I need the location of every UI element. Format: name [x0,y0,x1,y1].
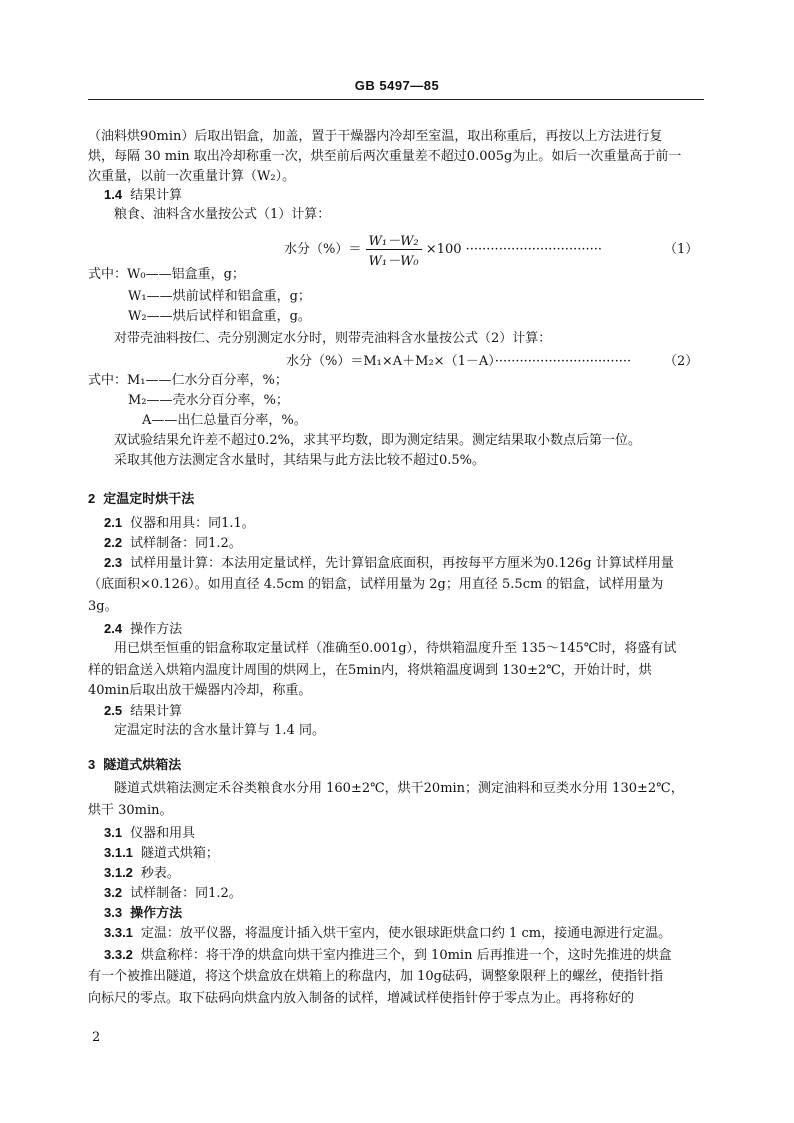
page-header: GB 5497—85 [354,78,440,93]
text-line: 对带壳油料按仁、壳分别测定水分时，则带壳油料含水量按公式（2）计算： [114,331,552,346]
section-2-2: 2.2 试样制备：同1.2。 [104,535,242,551]
section-2-1: 2.1 仪器和用具：同1.1。 [104,515,255,531]
section-3-3-2: 3.3.2 烘盒称样：将干净的烘盒向烘干室内推进三个，到 10min 后再推进一个，这时先推进的烘盒 [104,947,672,963]
text-line: 隧道式烘箱法测定禾谷类粮食水分用 160±2℃，烘干20min；测定油料和豆类水分用 130±2℃， [114,781,684,796]
text-line: 定温定时法的含水量计算与 1.4 同。 [114,723,325,738]
section-1-4-heading: 1.4 结果计算 [104,187,183,203]
text-line: 烘干 30min。 [88,803,173,818]
text-line: M₂——壳水分百分率，%； [128,393,289,408]
text-line: 次重量，以前一次重量计算（W₂）。 [88,169,296,184]
text-line: W₁——烘前试样和铝盒重，g； [128,289,311,304]
section-2-5: 2.5 结果计算 [104,703,183,719]
text-line: 40min后取出放干燥器内冷却，称重。 [88,683,312,698]
text-line: 双试验结果允许差不超过0.2%，求其平均数，即为测定结果。测定结果取小数点后第一位。 [114,433,642,448]
text-line: （油料烘90min）后取出铝盒，加盖，置于干燥器内冷却至室温，取出称重后，再按以上方法进行复 [88,129,663,144]
text-line: A——出仁总量百分率，%。 [142,413,307,428]
page-number: 2 [92,1030,101,1045]
section-3-3-1: 3.3.1 定温：放平仪器，将温度计插入烘干室内，使水银球距烘盒口约 1 cm，接通电源进行定温。 [104,925,672,941]
formula-1: 水分（%）＝ $\frac{\text{W₁－W₂}}{\text{W₁－W₀}}$ ×100 ································· [284,230,602,269]
formula-1-fraction: $\frac{\text{W₁－W₂}}{\text{W₁－W₀}}$ [366,230,422,269]
section-3-1-1: 3.1.1 隧道式烘箱； [104,845,219,861]
formula-2-label: （2） [664,354,699,369]
section-2-3: 2.3 试样用量计算：本法用定量试样，先计算铝盒底面积，再按每平方厘米为0.126g 计算试样用量 [104,555,674,571]
text-line: 向标尺的零点。取下砝码向烘盒内放入制备的试样，增减试样使指针停于零点为止。再将称好的 [88,991,635,1006]
text-line: 样的铝盒送入烘箱内温度计周围的烘网上，在5min内，将烘箱温度调到 130±2℃，开始计时，烘 [88,663,652,678]
section-3-1: 3.1 仪器和用具 [104,825,196,841]
text-line: 用已烘至恒重的铝盒称取定量试样（准确至0.001g），待烘箱温度升至 135～145℃时，将盛有试 [114,641,677,656]
text-line: 3g。 [88,599,118,614]
text-line: （底面积×0.126）。如用直径 4.5cm 的铝盒，试样用量为 2g；用直径 5.5cm 的铝盒，试样用量为 [88,577,664,592]
section-3-heading: 3 隧道式烘箱法 [88,757,182,773]
header-rule [88,99,704,100]
section-3-2: 3.2 试样制备：同1.2。 [104,885,242,901]
text-line: 有一个被推出隧道，将这个烘盒放在烘箱上的称盘内，加 10g砝码，调整象限秤上的螺丝，使指针指 [88,969,663,984]
text-line: 式中：W₀——铝盒重，g； [88,267,245,282]
section-3-1-2: 3.1.2 秒表。 [104,865,180,881]
section-2-4: 2.4 操作方法 [104,621,183,637]
formula-2: 水分（%）＝M₁×A＋M₂×（1－A）································· [286,354,632,369]
text-line: 式中：M₁——仁水分百分率，%； [88,373,288,388]
section-3-3: 3.3 操作方法 [104,905,183,921]
text-line: 粮食、油料含水量按公式（1）计算： [114,207,331,222]
text-line: 烘，每隔 30 min 取出冷却称重一次，烘至前后两次重量差不超过0.005g为止。如后一次重量高于前一 [88,149,682,164]
text-line: W₂——烘后试样和铝盒重，g。 [128,309,311,324]
text-line: 采取其他方法测定含水量时，其结果与此方法比较不超过0.5%。 [114,453,486,468]
formula-1-label: （1） [664,242,699,257]
section-2-heading: 2 定温定时烘干法 [88,491,195,507]
